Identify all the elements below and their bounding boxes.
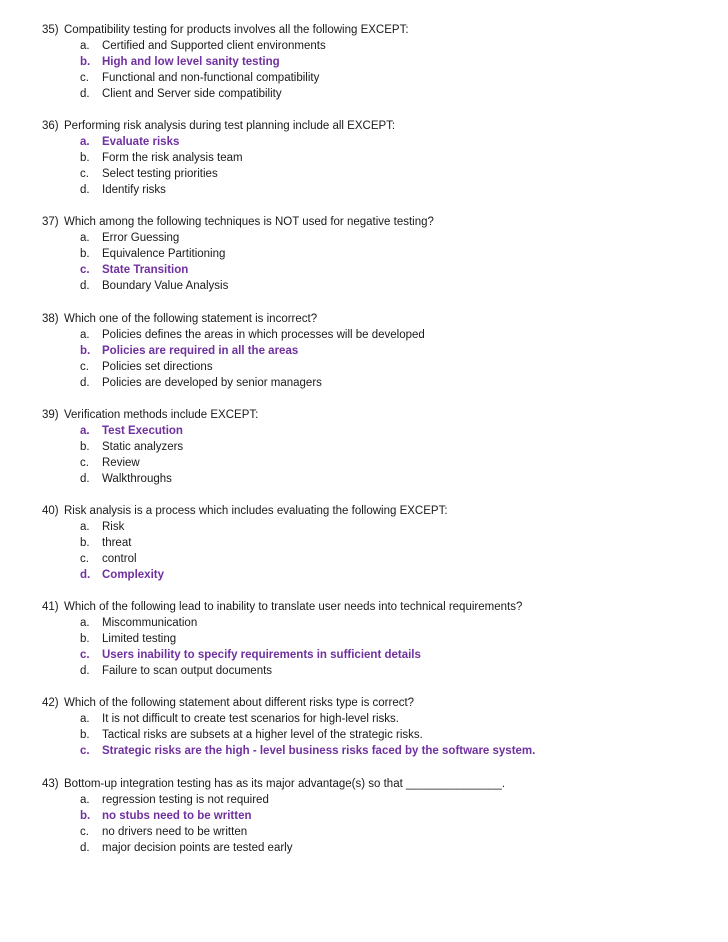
question-text: Risk analysis is a process which includes evaluating the following EXCEPT:	[64, 505, 448, 517]
correct-answer-option	[0, 743, 728, 759]
option-letter: a.	[80, 40, 90, 52]
answer-option	[0, 230, 728, 246]
question-block	[0, 503, 728, 583]
option-text: Error Guessing	[102, 232, 180, 244]
answer-option	[0, 182, 728, 198]
answer-option	[0, 38, 728, 54]
option-text: Identify risks	[102, 184, 166, 196]
option-letter: c.	[80, 457, 89, 469]
answer-option	[0, 615, 728, 631]
option-text: Policies are required in all the areas	[102, 345, 299, 357]
option-letter: b.	[80, 441, 90, 453]
option-letter: d.	[80, 842, 90, 854]
option-text: Failure to scan output documents	[102, 665, 273, 677]
question-block	[0, 599, 728, 679]
option-text: Form the risk analysis team	[102, 152, 243, 164]
option-text: threat	[102, 537, 132, 549]
option-text: regression testing is not required	[102, 794, 269, 806]
answer-option	[0, 792, 728, 808]
question-number: 41)	[42, 601, 59, 613]
option-text: Boundary Value Analysis	[102, 280, 229, 292]
question-line	[0, 118, 728, 134]
question-number: 37)	[42, 216, 59, 228]
answer-option	[0, 824, 728, 840]
question-number: 36)	[42, 120, 59, 132]
option-letter: b.	[80, 152, 90, 164]
option-letter: d.	[80, 665, 90, 677]
option-letter: a.	[80, 136, 90, 148]
option-letter: c.	[80, 168, 89, 180]
option-letter: c.	[80, 745, 90, 757]
correct-answer-option	[0, 343, 728, 359]
option-letter: d.	[80, 184, 90, 196]
answer-option	[0, 551, 728, 567]
question-text: Compatibility testing for products involves all the following EXCEPT:	[64, 24, 409, 36]
option-letter: b.	[80, 248, 90, 260]
question-number: 35)	[42, 24, 59, 36]
correct-answer-option	[0, 808, 728, 824]
option-text: It is not difficult to create test scenarios for high-level risks.	[102, 713, 399, 725]
option-text: Users inability to specify requirements in sufficient details	[102, 649, 421, 661]
answer-option	[0, 70, 728, 86]
answer-option	[0, 455, 728, 471]
question-text: Which of the following lead to inability to translate user needs into technical requirements?	[64, 601, 523, 613]
answer-option	[0, 631, 728, 647]
answer-option	[0, 375, 728, 391]
option-text: Risk	[102, 521, 125, 533]
answer-option	[0, 663, 728, 679]
correct-answer-option	[0, 54, 728, 70]
question-block	[0, 407, 728, 487]
option-letter: b.	[80, 633, 90, 645]
option-text: Functional and non-functional compatibility	[102, 72, 320, 84]
option-letter: d.	[80, 569, 91, 581]
option-letter: c.	[80, 826, 89, 838]
answer-option	[0, 166, 728, 182]
answer-option	[0, 246, 728, 262]
option-letter: c.	[80, 72, 89, 84]
option-text: Limited testing	[102, 633, 177, 645]
option-letter: a.	[80, 617, 90, 629]
answer-option	[0, 535, 728, 551]
question-text: Which one of the following statement is incorrect?	[64, 313, 318, 325]
question-line	[0, 503, 728, 519]
question-number: 38)	[42, 313, 59, 325]
answer-option	[0, 439, 728, 455]
question-text: Verification methods include EXCEPT:	[64, 409, 259, 421]
correct-answer-option	[0, 134, 728, 150]
answer-option	[0, 278, 728, 294]
answer-option	[0, 150, 728, 166]
option-text: Policies defines the areas in which processes will be developed	[102, 329, 425, 341]
question-number: 39)	[42, 409, 59, 421]
option-text: Walkthroughs	[102, 473, 172, 485]
question-number: 42)	[42, 697, 59, 709]
option-text: Certified and Supported client environments	[102, 40, 326, 52]
question-number: 43)	[42, 778, 59, 790]
option-text: major decision points are tested early	[102, 842, 293, 854]
answer-option	[0, 327, 728, 343]
option-text: Review	[102, 457, 140, 469]
question-block	[0, 695, 728, 759]
correct-answer-option	[0, 567, 728, 583]
question-line	[0, 214, 728, 230]
answer-option	[0, 86, 728, 102]
option-text: Select testing priorities	[102, 168, 218, 180]
option-letter: a.	[80, 329, 90, 341]
option-letter: a.	[80, 232, 90, 244]
answer-option	[0, 711, 728, 727]
correct-answer-option	[0, 647, 728, 663]
question-line	[0, 22, 728, 38]
question-block	[0, 22, 728, 102]
answer-option	[0, 519, 728, 535]
option-letter: b.	[80, 729, 90, 741]
option-letter: d.	[80, 377, 90, 389]
option-text: Policies set directions	[102, 361, 213, 373]
option-letter: c.	[80, 553, 89, 565]
option-text: Tactical risks are subsets at a higher level of the strategic risks.	[102, 729, 423, 741]
option-letter: d.	[80, 473, 90, 485]
option-text: no stubs need to be written	[102, 810, 252, 822]
option-letter: d.	[80, 88, 90, 100]
correct-answer-option	[0, 262, 728, 278]
option-text: Complexity	[102, 569, 164, 581]
question-line	[0, 695, 728, 711]
option-letter: b.	[80, 345, 91, 357]
option-text: Evaluate risks	[102, 136, 180, 148]
option-text: control	[102, 553, 137, 565]
answer-option	[0, 359, 728, 375]
option-letter: a.	[80, 425, 90, 437]
answer-option	[0, 471, 728, 487]
answer-option	[0, 727, 728, 743]
question-block	[0, 776, 728, 856]
option-text: Static analyzers	[102, 441, 184, 453]
question-block	[0, 311, 728, 391]
option-letter: b.	[80, 56, 91, 68]
option-letter: c.	[80, 649, 90, 661]
question-block	[0, 214, 728, 294]
option-letter: b.	[80, 537, 90, 549]
question-number: 40)	[42, 505, 59, 517]
question-text: Which among the following techniques is NOT used for negative testing?	[64, 216, 434, 228]
question-line	[0, 599, 728, 615]
option-text: no drivers need to be written	[102, 826, 248, 838]
option-text: Miscommunication	[102, 617, 198, 629]
option-text: Equivalence Partitioning	[102, 248, 226, 260]
question-text: Which of the following statement about different risks type is correct?	[64, 697, 415, 709]
question-text: Performing risk analysis during test planning include all EXCEPT:	[64, 120, 396, 132]
option-text: High and low level sanity testing	[102, 56, 280, 68]
question-block	[0, 118, 728, 198]
option-letter: d.	[80, 280, 90, 292]
question-line	[0, 311, 728, 327]
question-text: Bottom-up integration testing has as its major advantage(s) so that _______________.	[64, 778, 506, 790]
option-text: Strategic risks are the high - level business risks faced by the software system.	[102, 745, 536, 757]
option-letter: a.	[80, 521, 90, 533]
option-text: State Transition	[102, 264, 189, 276]
option-text: Test Execution	[102, 425, 183, 437]
option-text: Policies are developed by senior managers	[102, 377, 322, 389]
question-line	[0, 407, 728, 423]
option-text: Client and Server side compatibility	[102, 88, 282, 100]
option-letter: a.	[80, 794, 90, 806]
option-letter: b.	[80, 810, 91, 822]
option-letter: a.	[80, 713, 90, 725]
option-letter: c.	[80, 361, 89, 373]
option-letter: c.	[80, 264, 90, 276]
correct-answer-option	[0, 423, 728, 439]
answer-option	[0, 840, 728, 856]
question-line	[0, 776, 728, 792]
